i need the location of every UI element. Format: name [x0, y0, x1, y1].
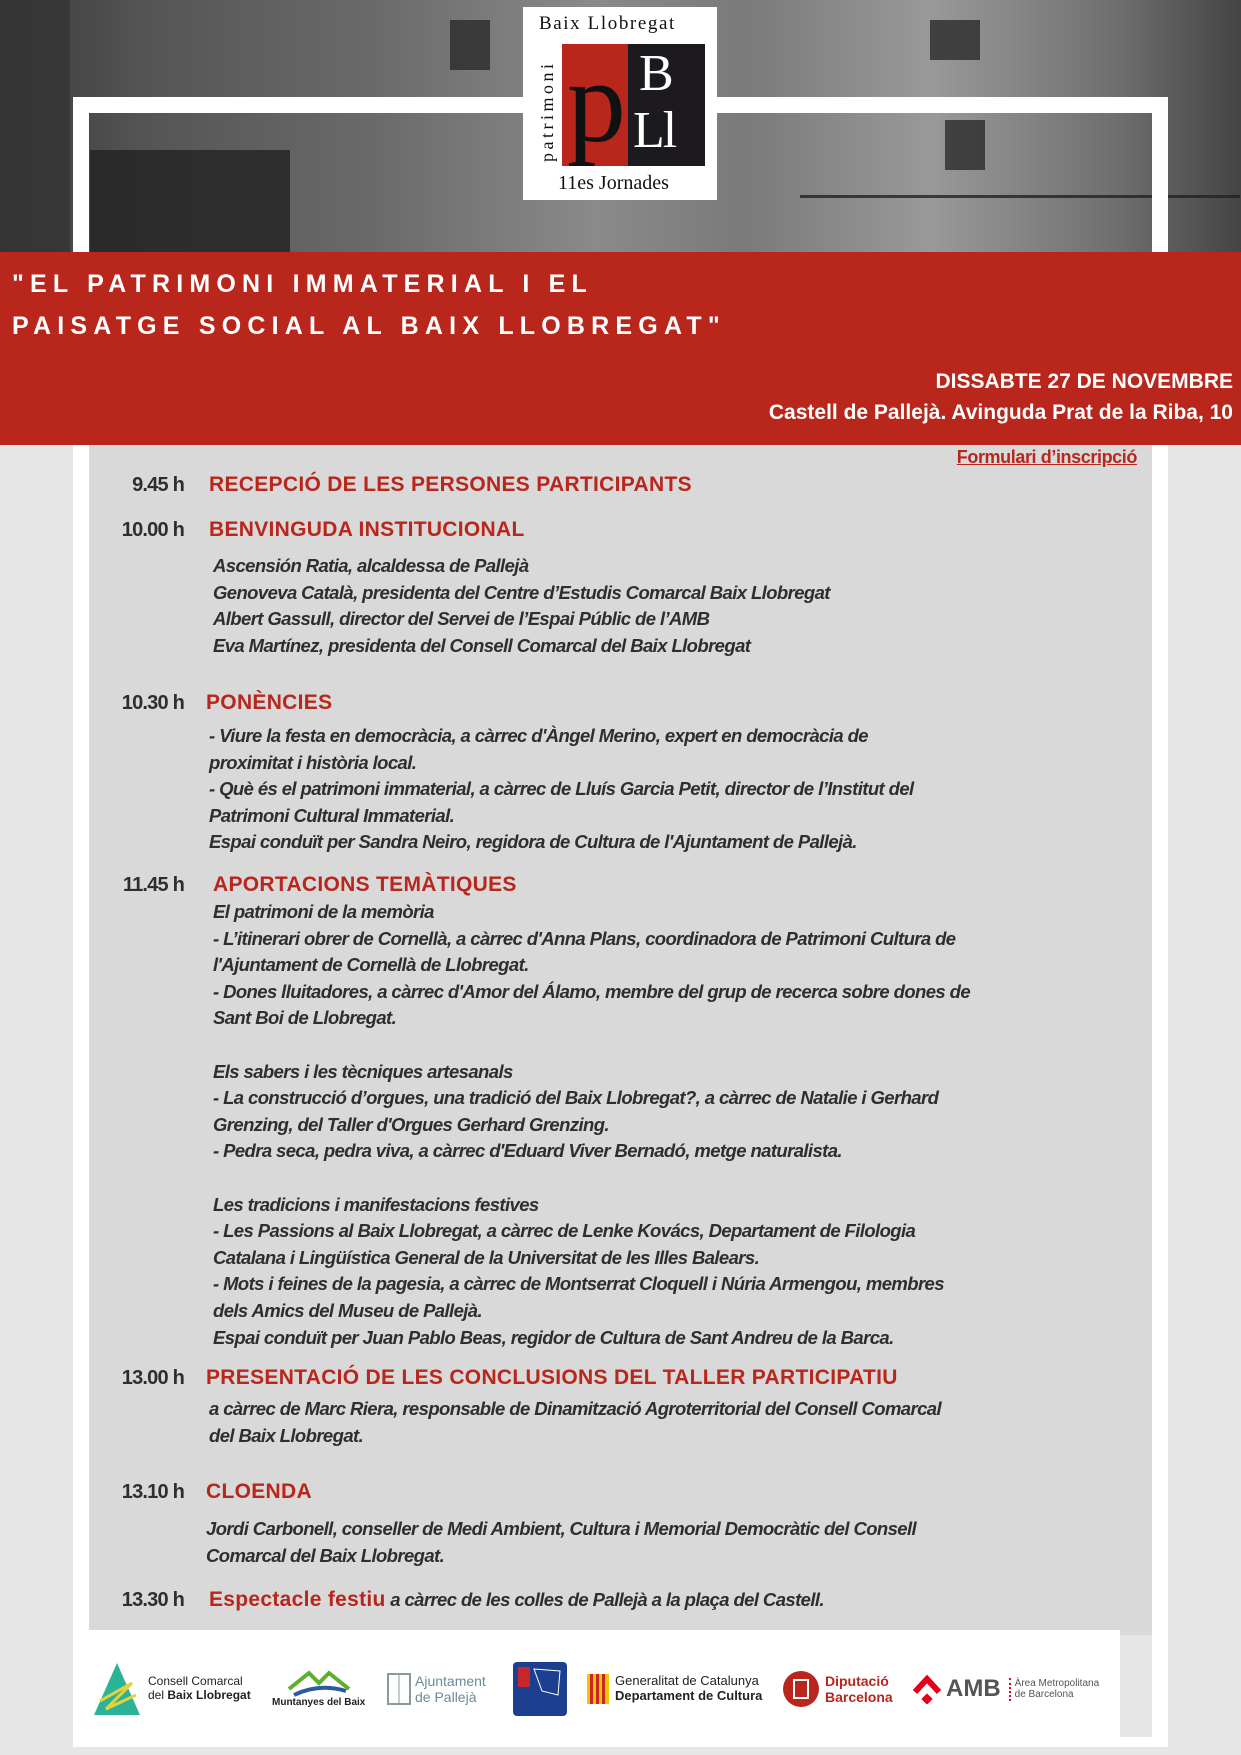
schedule-detail-line: Els sabers i les tècniques artesanals [213, 1060, 513, 1082]
sponsor-centre-estudis[interactable] [512, 1660, 568, 1718]
schedule-detail-line: a càrrec de Marc Riera, responsable de Dinamització Agroterritorial del Consell Comarcal [209, 1398, 942, 1419]
schedule-time: 9.45 h [132, 474, 184, 496]
logo-ll: Ll [633, 102, 676, 159]
schedule-detail-line: - Pedra seca, pedra viva, a càrrec d'Eduard Viver Bernadó, metge naturalista. [213, 1140, 842, 1162]
muntanyes-label: Muntanyes del Baix [272, 1697, 366, 1709]
logo-top-text: Baix Llobregat [539, 13, 676, 34]
ajuntament-line1: Ajuntament [415, 1672, 486, 1689]
logo-side-text: patrimoni [537, 60, 557, 162]
sponsor-ajuntament[interactable] [387, 1660, 486, 1718]
schedule-title: PRESENTACIÓ DE LES CONCLUSIONS DEL TALLER PARTICIPATIU [206, 1366, 898, 1389]
schedule-title: RECEPCIÓ DE LES PERSONES PARTICIPANTS [209, 473, 692, 496]
ajuntament-line2: de Pallejà [415, 1689, 477, 1705]
logo-b: B [639, 45, 674, 102]
schedule-detail-line: Espai conduït per Juan Pablo Beas, regidor de Cultura de Sant Andreu de la Barca. [213, 1326, 894, 1348]
sponsor-generalitat[interactable] [587, 1660, 762, 1718]
schedule-detail-line: Comarcal del Baix Llobregat. [206, 1544, 445, 1566]
consell-line1: Consell Comarcal [148, 1674, 243, 1689]
diputacio-line2: Barcelona [825, 1689, 893, 1705]
amb-label: AMB [946, 1675, 1001, 1703]
sponsor-muntanyes[interactable] [272, 1660, 365, 1718]
schedule-title: BENVINGUDA INSTITUCIONAL [209, 518, 525, 541]
schedule-detail-line: - Viure la festa en democràcia, a càrrec d'Àngel Merino, expert en democràcia de [209, 725, 868, 746]
consell-triangle-icon [92, 1661, 142, 1717]
schedule-detail-line: Sant Boi de Llobregat. [213, 1007, 397, 1029]
schedule-detail-line: dels Amics del Museu de Pallejà. [213, 1300, 483, 1321]
consell-line2b: Baix Llobregat [167, 1688, 251, 1702]
mountains-icon [284, 1669, 354, 1697]
event-title-line2: PAISATGE SOCIAL AL BAIX LLOBREGAT" [12, 312, 726, 340]
generalitat-line2: Departament de Cultura [615, 1688, 763, 1703]
schedule-detail-line: - Què és el patrimoni immaterial, a càrrec de Lluís Garcia Petit, director de l’Institut del [209, 778, 914, 800]
event-venue: Castell de Pallejà. Avinguda Prat de la Riba, 10 [768, 401, 1233, 424]
sponsors-footer [82, 1630, 1120, 1745]
schedule-time: 11.45 h [122, 874, 184, 896]
schedule-title-suffix: a càrrec de les colles de Pallejà a la plaça del Castell. [385, 1589, 824, 1610]
schedule-time: 13.00 h [121, 1367, 184, 1389]
centre-estudis-logo-icon [512, 1661, 568, 1717]
schedule-detail-line: del Baix Llobregat. [209, 1424, 364, 1446]
schedule-detail-line: Genoveva Català, presidenta del Centre d’Estudis Comarcal Baix Llobregat [213, 581, 830, 603]
amb-line1: Àrea Metropolitana [1014, 1677, 1100, 1689]
schedule-detail-line: Patrimoni Cultural Immaterial. [209, 804, 455, 826]
schedule-detail-line: Albert Gassull, director del Servei de l’Espai Públic de l’AMB [213, 608, 710, 630]
schedule-detail-line: Eva Martínez, presidenta del Consell Comarcal del Baix Llobregat [213, 634, 751, 656]
schedule-detail-line: El patrimoni de la memòria [213, 901, 434, 922]
schedule-detail-line: proximitat i història local. [209, 751, 417, 773]
schedule-detail-line: Ascensión Ratia, alcaldessa de Pallejà [213, 555, 529, 576]
schedule-detail-line: Les tradicions i manifestacions festives [213, 1193, 539, 1215]
patrimoni-logo [523, 7, 717, 200]
sponsor-consell-comarcal[interactable] [92, 1660, 251, 1718]
schedule-detail-line: - L’itinerari obrer de Cornellà, a càrrec d'Anna Plans, coordinadora de Patrimoni Cultura de [213, 927, 956, 949]
diputacio-line1: Diputació [825, 1672, 889, 1689]
amb-line2: de Barcelona [1014, 1689, 1074, 1700]
senyera-icon [587, 1674, 609, 1704]
event-date: DISSABTE 27 DE NOVEMBRE [935, 370, 1233, 393]
event-title-line1: "EL PATRIMONI IMMATERIAL I EL [12, 270, 593, 298]
schedule-time: 10.00 h [121, 519, 184, 541]
schedule-detail-line: Jordi Carbonell, conseller de Medi Ambient, Cultura i Memorial Democràtic del Consell [206, 1518, 917, 1539]
amb-chevron-icon [912, 1674, 942, 1704]
schedule-detail-line: - Mots i feines de la pagesia, a càrrec de Montserrat Cloquell i Núria Armengou, membres [213, 1273, 944, 1295]
title-banner [0, 252, 1241, 445]
schedule-title: APORTACIONS TEMÀTIQUES [213, 873, 517, 896]
consell-line2a: del [148, 1688, 168, 1702]
schedule-time: 10.30 h [121, 692, 184, 714]
schedule-detail-line: l'Ajuntament de Cornellà de Llobregat. [213, 954, 529, 976]
schedule-detail-line: Grenzing, del Taller d'Orgues Gerhard Grenzing. [213, 1113, 609, 1135]
schedule-title-highlight: Espectacle festiu [209, 1588, 386, 1611]
schedule-detail-line: - La construcció d’orgues, una tradició del Baix Llobregat?, a càrrec de Natalie i Gerhard [213, 1087, 939, 1109]
diputacio-seal-icon [782, 1670, 820, 1708]
schedule-time: 13.10 h [121, 1481, 184, 1503]
logo-bottom-text: 11es Jornades [558, 172, 669, 194]
schedule-detail-line: Espai conduït per Sandra Neiro, regidora de Cultura de l'Ajuntament de Pallejà. [209, 831, 857, 853]
schedule-title: PONÈNCIES [206, 691, 333, 714]
schedule-title: CLOENDA [206, 1480, 312, 1503]
sponsor-amb[interactable] [912, 1660, 1099, 1718]
schedule-title [209, 1587, 824, 1613]
registration-form-link[interactable]: Formulari d’inscripció [956, 447, 1137, 467]
schedule-detail-line: Catalana i Lingüística General de la Universitat de les Illes Balears. [213, 1246, 760, 1268]
ajuntament-shield-icon [387, 1673, 411, 1705]
generalitat-line1: Generalitat de Catalunya [615, 1673, 759, 1689]
schedule-detail-line: - Dones lluitadores, a càrrec d'Amor del Álamo, membre del grup de recerca sobre dones de [213, 980, 971, 1002]
schedule-detail-line: - Les Passions al Baix Llobregat, a càrrec de Lenke Kovács, Departament de Filologia [213, 1220, 916, 1242]
sponsor-diputacio[interactable] [782, 1660, 893, 1718]
schedule-time: 13.30 h [121, 1589, 184, 1611]
logo-p: p [567, 36, 626, 167]
